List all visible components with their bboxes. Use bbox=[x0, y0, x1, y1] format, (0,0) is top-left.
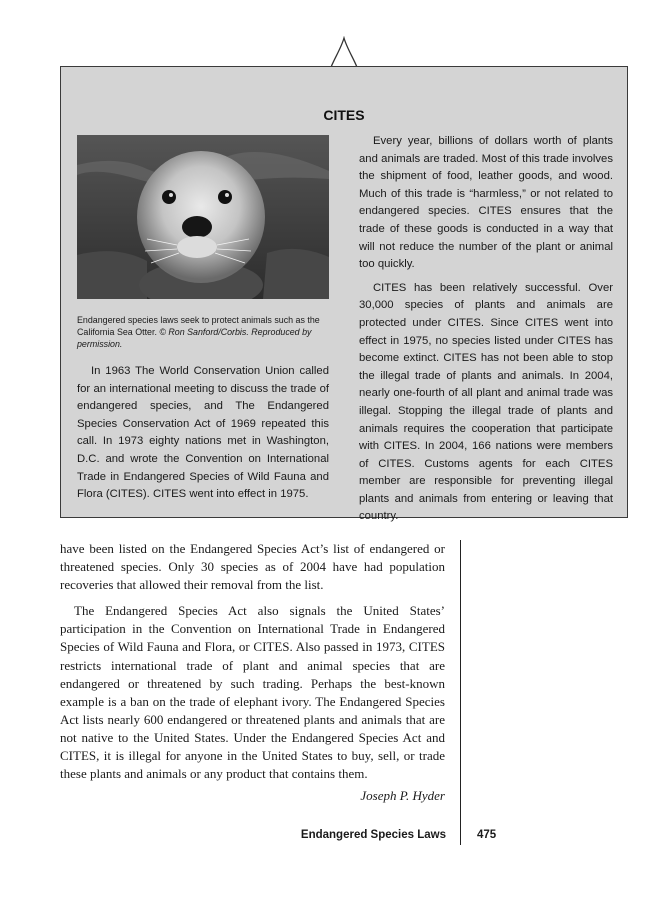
sidebar-paragraph: In 1963 The World Conservation Union called for an international meeting to discuss the trade of endangered species, and The Endangered Species Conservation Act of 1969 repeated this call. In 1973 eighty nations met in Washington, D.C. and wrote the Convention on International Trade in Endangered Species of Wild Fauna and Flora (CITES). CITES went into effect in 1975. bbox=[77, 365, 329, 501]
sidebar-right-column bbox=[359, 133, 613, 532]
sidebar-title: CITES bbox=[323, 107, 365, 123]
body-paragraph: The Endangered Species Act also signals the United States’ participation in the Convention on International Trade in Endangered Species of Wild Fauna and Flora, or CITES. Also passed in 1973, CITES restricts international trade of plant and animal species that are endangered or threatened by such trading. Perhaps the best-known example is a ban on the trade of elephant ivory. The Endangered Species Act lists nearly 600 endangered or threatened plants and animals that are not native to the United States. Under the Endangered Species Act and CITES, it is illegal for anyone in the United States to buy, sell, or trade these plants and animals or any product that contains them. bbox=[60, 603, 445, 782]
running-footer-title: Endangered Species Laws bbox=[300, 829, 446, 841]
column-divider bbox=[460, 540, 461, 845]
sidebar-left-column bbox=[77, 363, 329, 510]
photo-caption bbox=[77, 314, 331, 350]
caption-text: Endangered species laws seek to protect animals such as the California Sea Otter. bbox=[77, 315, 320, 337]
sea-otter-image bbox=[77, 135, 329, 299]
photo-credit: © Ron Sanford/Corbis. Reproduced by permission. bbox=[77, 327, 312, 349]
sidebar-paragraph: Every year, billions of dollars worth of plants and animals are traded. Most of this trade involves the shipment of food, leather goods, and wood. Much of this trade is “harmless,” or not related to endangered species. CITES ensures that the trade of these goods is conducted in a way that will not reduce the number of the plant or animal too quickly. bbox=[359, 135, 613, 271]
sidebar-paragraph: CITES has been relatively successful. Over 30,000 species of plants and animals are protected under CITES. Since CITES went into effect in 1975, no species listed under CITES has become extinct. CITES has not been able to stop the illegal trade of plants and animals. In 2004, nearly one-fourth of all plant and animal trade was illegal. Stopping the illegal trade of plants and animals requires the cooperation that participate with CITES. In 2004, 166 nations were members of CITES. Customs agents for each CITES member are responsible for preventing illegal plants and animals from entering or leaving that country. bbox=[359, 281, 613, 523]
sea-otter-photo bbox=[77, 135, 329, 299]
main-body-text bbox=[60, 540, 445, 791]
cites-sidebar bbox=[60, 66, 628, 523]
author-signature: Joseph P. Hyder bbox=[360, 788, 445, 803]
body-paragraph: have been listed on the Endangered Species Act’s list of endangered or threatened species. Only 30 species as of 2004 have had population recoveries that allowed their removal from the list. bbox=[60, 541, 445, 593]
page-number: 475 bbox=[477, 829, 497, 841]
